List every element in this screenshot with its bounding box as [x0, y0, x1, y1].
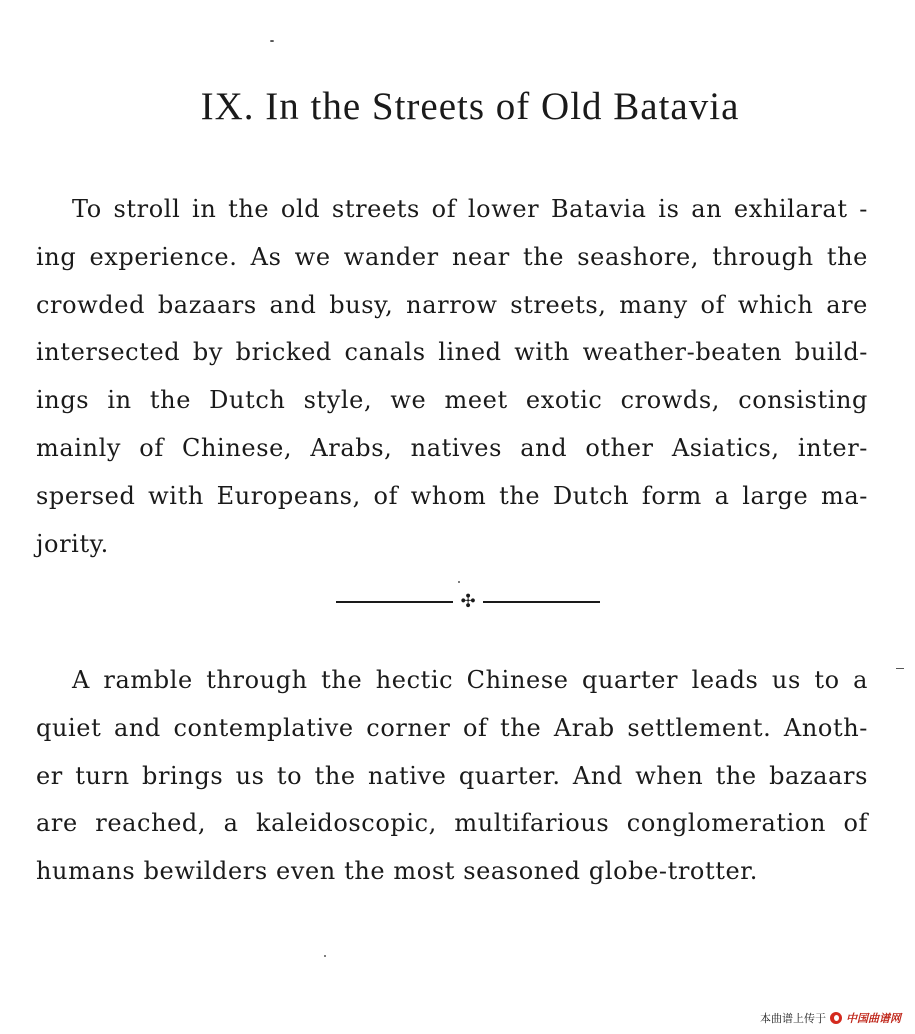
site-name: 中国曲谱网 — [846, 1012, 901, 1025]
watermark-footer — [760, 1010, 901, 1026]
paragraph-line: jority. — [36, 529, 109, 558]
paragraph-line: A ramble through the hectic Chinese quarter leads us to a — [72, 666, 868, 694]
divider-rule-right — [483, 601, 600, 603]
paragraph-line: ings in the Dutch style, we meet exotic crowds, consisting — [36, 386, 868, 415]
paragraph-line: humans bewilders even the most seasoned globe-trotter. — [36, 857, 758, 886]
paragraph-line: quiet and contemplative corner of the Arab settlement. Anoth- — [36, 713, 868, 742]
scan-speck — [270, 40, 274, 42]
paragraph-line: ing experience. As we wander near the seashore, through the — [36, 242, 868, 271]
paragraph-line: intersected by bricked canals lined with weather-beaten build- — [36, 338, 868, 367]
divider-rule-left — [336, 601, 453, 603]
scan-speck — [324, 955, 326, 957]
paragraph-line: are reached, a kaleidoscopic, multifarious conglomeration of — [36, 809, 868, 838]
cross-ornament-icon: ✣ — [460, 591, 476, 612]
paragraph-line: To stroll in the old streets of lower Batavia is an exhilarat - — [72, 195, 868, 223]
scan-speck — [896, 668, 904, 669]
paragraph-1 — [36, 186, 868, 568]
paragraph-2 — [36, 657, 868, 896]
paragraph-line: er turn brings us to the native quarter. And when the bazaars — [36, 761, 868, 790]
section-divider — [336, 592, 600, 612]
page-title: IX. In the Streets of Old Batavia — [200, 85, 740, 128]
site-logo-icon — [830, 1012, 842, 1024]
paragraph-line: spersed with Europeans, of whom the Dutch form a large ma- — [36, 481, 868, 510]
paragraph-line: crowded bazaars and busy, narrow streets, many of which are — [36, 290, 868, 319]
paragraph-line: mainly of Chinese, Arabs, natives and other Asiatics, inter- — [36, 433, 868, 462]
uploaded-text: 本曲谱上传于 — [760, 1012, 826, 1025]
scan-speck — [458, 581, 460, 583]
